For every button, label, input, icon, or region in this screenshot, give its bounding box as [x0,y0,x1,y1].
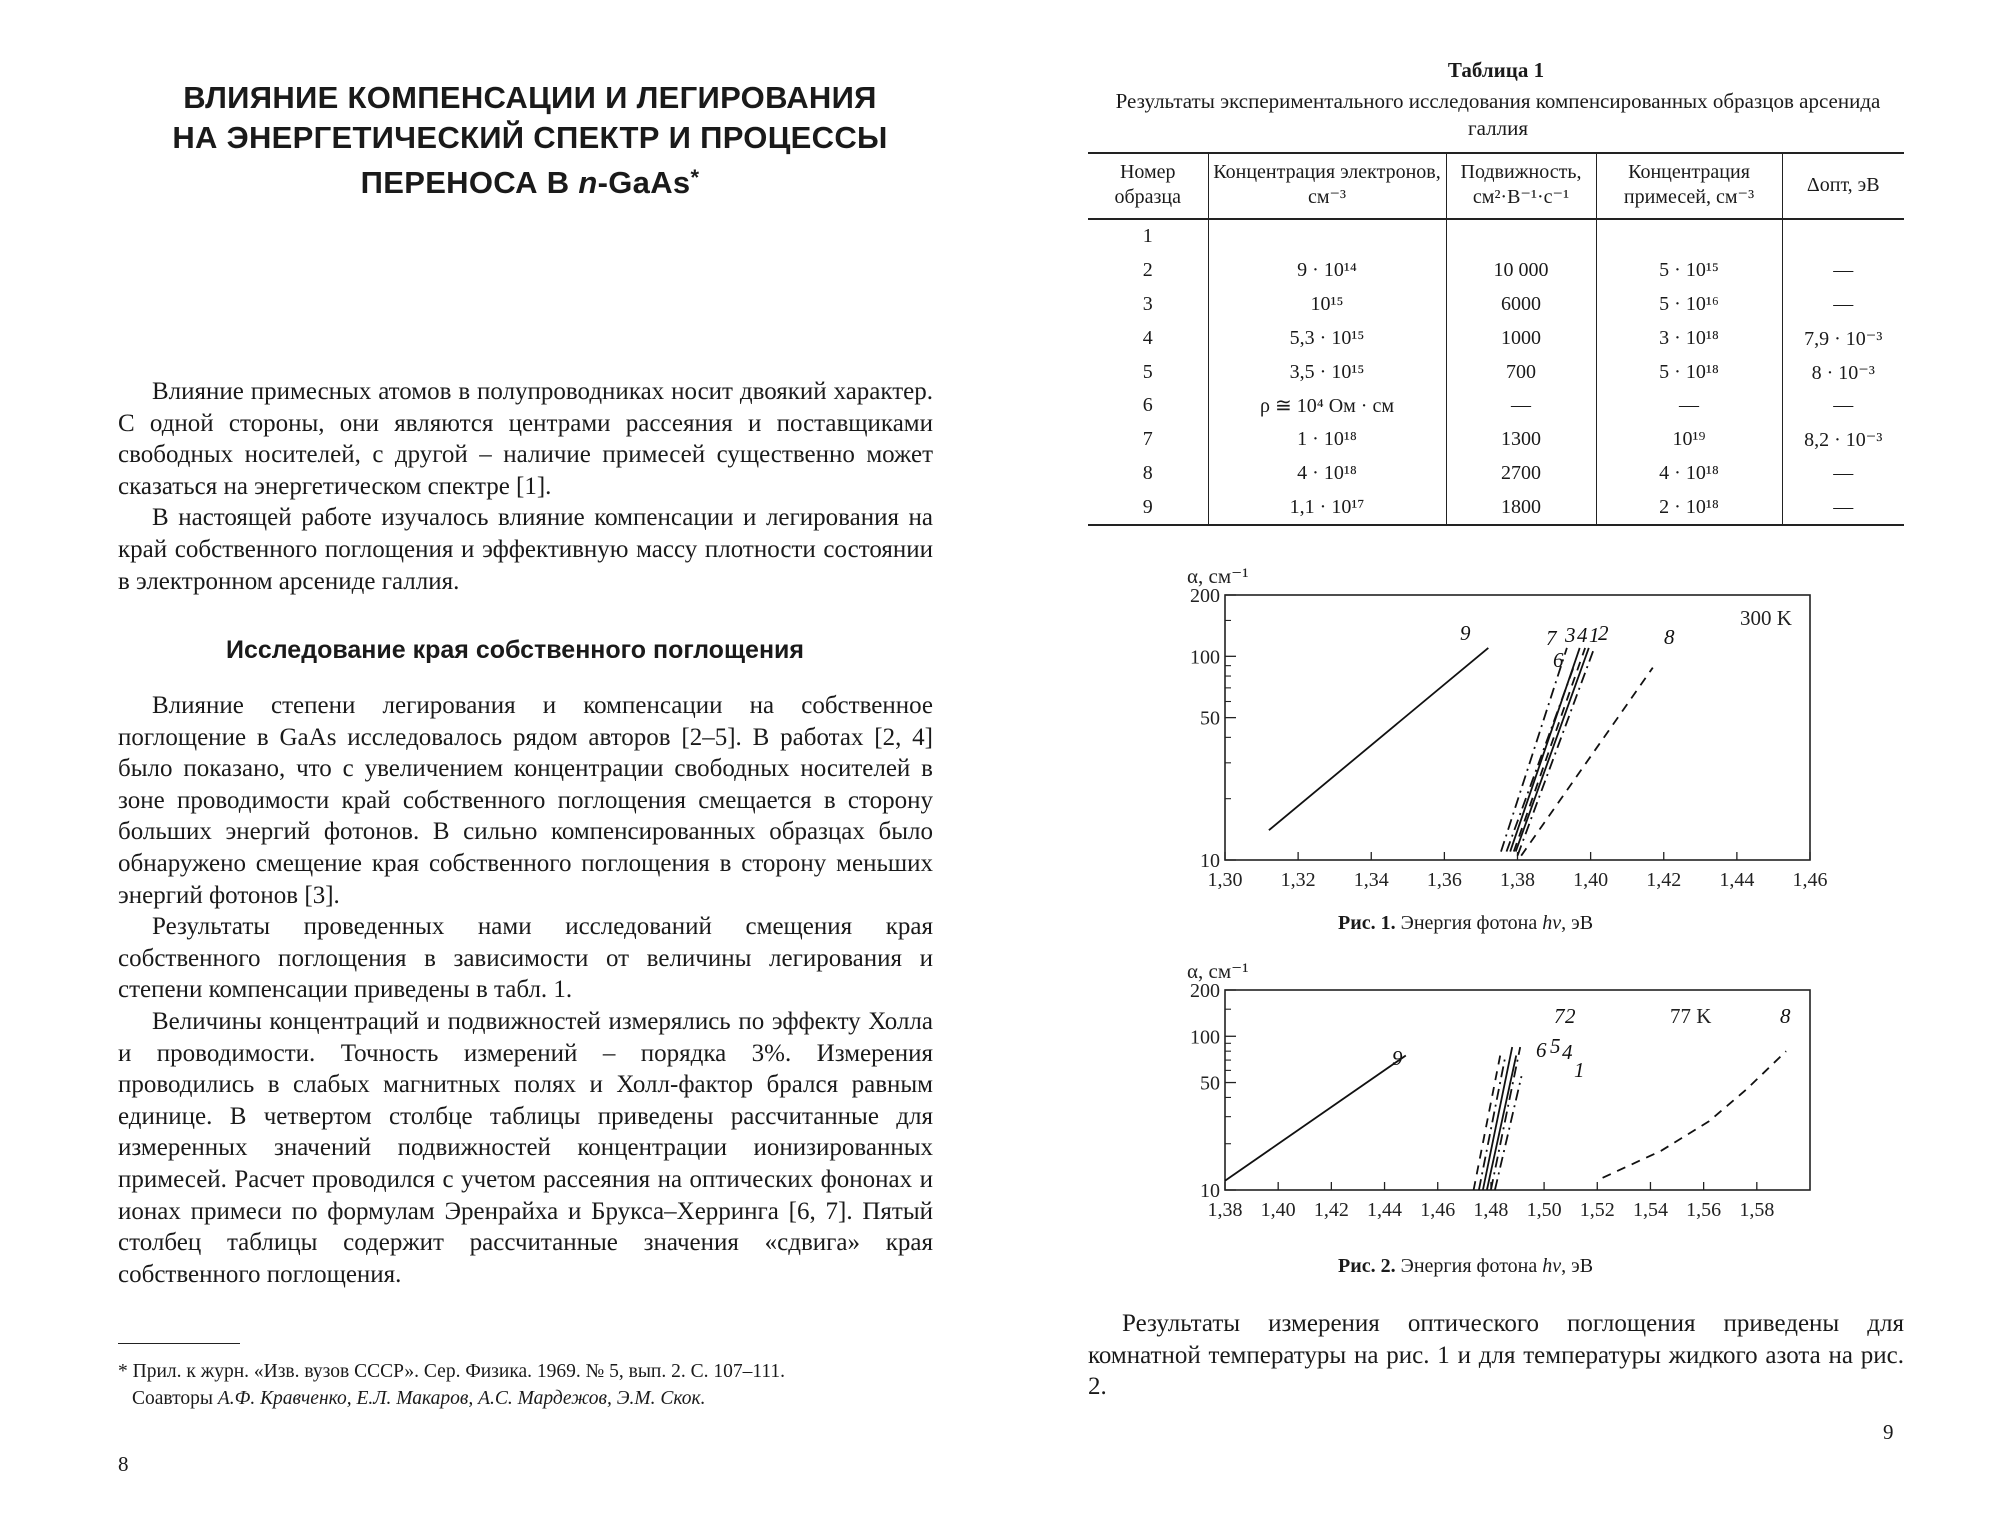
table-cell: 1000 [1446,321,1596,355]
x-tick-label: 1,44 [1367,1199,1403,1221]
series-label-2: 2 [1565,1004,1576,1028]
title-line-3 [150,158,910,203]
title-line-3-suffix: -GaAs [597,165,691,200]
table-row [1088,254,1904,288]
table-cell: 1300 [1446,423,1596,457]
x-tick-label: 1,32 [1280,869,1316,891]
table-header: Подвижность, см²·В⁻¹·с⁻¹ [1446,153,1596,219]
section-paragraph: Результаты проведенных нами исследований смещения края собственного поглощения в зависимости от величины легирования и степени компенсации приведены в табл. 1. [118,913,933,1004]
series-line-9 [1269,648,1488,830]
title-line-2: НА ЭНЕРГЕТИЧЕСКИЙ СПЕКТР И ПРОЦЕССЫ [172,120,888,155]
figure-1-caption-text: Энергия фотона [1395,912,1543,934]
table-cell: 8,2 · 10⁻³ [1782,423,1904,457]
section-text [118,690,933,1290]
x-tick-label: 1,40 [1573,869,1609,891]
closing-text [1088,1308,1904,1403]
series-line-8 [1603,1051,1787,1178]
table-cell: 10 000 [1446,254,1596,288]
table-cell: 5 · 10¹⁶ [1596,288,1782,322]
y-tick-label: 50 [1200,1072,1220,1095]
intro-text [118,376,933,597]
table-cell: 10¹⁵ [1208,288,1446,322]
results-table [1088,152,1904,526]
table-cell: — [1782,389,1904,423]
x-tick-label: 1,36 [1426,869,1462,891]
footnote-authors: А.Ф. Кравченко, Е.Л. Макаров, А.С. Мардежов, Э.М. Скок. [217,1388,706,1409]
x-tick-label: 1,46 [1792,869,1828,891]
table-cell: — [1782,288,1904,322]
y-tick-label: 10 [1200,850,1220,872]
table-cell: 5 [1142,360,1153,383]
table-cell: 2 [1142,259,1153,282]
figure-2-caption [1338,1255,1593,1278]
table-cell: — [1782,254,1904,288]
page-number-left: 8 [118,1452,129,1476]
table-cell: 5 · 10¹⁸ [1596,355,1782,389]
series-label-7: 7 [1546,626,1557,650]
table-cell: 8 · 10⁻³ [1782,355,1904,389]
table-cell: 6 [1142,394,1153,417]
table-cell [1596,219,1782,254]
series-line-4 [1514,648,1585,852]
table-cell: 10¹⁹ [1596,423,1782,457]
y-axis-label: α, см⁻¹ [1187,564,1249,588]
footnote-prefix: Соавторы [132,1388,218,1409]
table-cell: 700 [1446,355,1596,389]
section-paragraph: Величины концентраций и подвижностей измерялись по эффекту Холла и проводимости. Точность измерений – порядка 3%. Измерения проводились в слабых магнитных полях и Холл-фактор брался равным единице. В четвертом столбце таблицы приведены рассчитанные для измеренных значений подвижностей концентрации ионизированных примесей. Расчет проводился с учетом рассеяния на оптических фононах и ионах примеси по формулам Эренрайха и Брукса–Херринга [6, 7]. Пятый столбец таблицы содержит рассчитанные значения «сдвига» края собственного поглощения. [118,1007,933,1288]
y-tick-label: 50 [1200,707,1220,730]
x-tick-label: 1,58 [1739,1199,1775,1221]
series-line-2 [1491,1047,1520,1190]
x-tick-label: 1,42 [1313,1199,1349,1221]
table-cell: 3 [1142,292,1153,315]
series-label-8: 8 [1780,1004,1791,1028]
table-cell: — [1446,389,1596,423]
y-tick-label: 10 [1200,1180,1220,1202]
series-label-2: 2 [1598,621,1609,645]
figure-1-caption-label: Рис. 1. [1338,912,1396,934]
series-label-4: 4 [1562,1040,1573,1064]
series-label-1: 1 [1589,623,1600,647]
table-cell: 9 [1088,490,1208,525]
table-cell: 7,9 · 10⁻³ [1782,321,1904,355]
section-heading: Исследование края собственного поглощения [225,636,805,664]
table-cell: 6000 [1446,288,1596,322]
table-cell: 1800 [1446,490,1596,525]
table-row [1088,457,1904,491]
y-tick-label: 100 [1190,646,1220,669]
table-cell: 8 [1142,461,1153,484]
title-line-3-italic: n [578,165,598,200]
article-title [150,78,910,203]
table-cell: ρ ≅ 10⁴ Ом · см [1208,389,1446,423]
title-line-3-prefix: ПЕРЕНОСА В [360,165,579,200]
table-cell: — [1596,389,1782,423]
series-label-9: 9 [1460,621,1471,645]
series-label-5: 5 [1550,1034,1561,1058]
table-cell: 4 · 10¹⁸ [1596,457,1782,491]
series-line-1 [1516,648,1589,852]
footnote-line-1: * Прил. к журн. «Изв. вузов СССР». Сер. Физика. 1969. № 5, вып. 2. С. 107–111. [118,1361,786,1382]
table-cell: 9 · 10¹⁴ [1208,254,1446,288]
table-cell: 2 · 10¹⁸ [1596,490,1782,525]
x-tick-label: 1,44 [1719,869,1755,891]
table-row [1088,355,1904,389]
figure-1-caption-hv: hν [1542,912,1562,934]
x-tick-label: 1,50 [1526,1199,1562,1221]
table-cell: 1,1 · 10¹⁷ [1208,490,1446,525]
series-label-4: 4 [1577,623,1588,647]
intro-paragraph: В настоящей работе изучалось влияние компенсации и легирования на край собственного поглощения и эффективную массу плотности состоянии в электронном арсениде галлия. [118,504,933,595]
x-tick-label: 1,46 [1420,1199,1456,1221]
y-tick-label: 200 [1190,980,1220,1002]
figure-1-caption [1338,912,1593,935]
table-cell: 1 · 10¹⁸ [1208,423,1446,457]
series-line-7 [1501,648,1567,852]
table-cell [1782,219,1904,254]
footnote [118,1358,938,1412]
series-label-6: 6 [1553,648,1564,672]
x-tick-label: 1,38 [1207,1199,1243,1221]
table-header: Номер образца [1088,153,1208,219]
table-cell: 2700 [1446,457,1596,491]
table-row [1088,423,1904,457]
table-cell: — [1782,457,1904,491]
figure-2-caption-text: Энергия фотона [1395,1255,1543,1277]
y-tick-label: 200 [1190,585,1220,607]
series-line-9 [1225,1056,1406,1181]
table-cell: 4 [1142,326,1153,349]
table-cell: 7 [1142,428,1153,451]
intro-paragraph: Влияние примесных атомов в полупроводниках носит двоякий характер. С одной стороны, они являются центрами рассеяния и поставщиками свободных носителей, с другой – наличие примесей существенно может сказаться на энергетическом спектре [1]. [118,378,933,500]
closing-paragraph: Результаты измерения оптического поглощения приведены для комнатной температуры на рис. 1 и для температуры жидкого азота на рис. 2. [1088,1310,1904,1401]
temperature-annotation: 300 K [1740,606,1792,630]
table-row [1088,288,1904,322]
table-cell: — [1782,490,1904,525]
table-cell: 3,5 · 10¹⁵ [1208,355,1446,389]
title-line-1: ВЛИЯНИЕ КОМПЕНСАЦИИ И ЛЕГИРОВАНИЯ [183,80,877,115]
x-tick-label: 1,38 [1500,869,1535,891]
x-tick-label: 1,56 [1686,1199,1722,1221]
x-tick-label: 1,30 [1207,869,1243,891]
figure-2-chart [1170,955,1860,1245]
table-row [1088,389,1904,423]
series-label-1: 1 [1574,1058,1585,1082]
series-label-6: 6 [1536,1038,1547,1062]
table-cell [1446,219,1596,254]
table-cell: 5,3 · 10¹⁵ [1208,321,1446,355]
x-tick-label: 1,48 [1473,1199,1509,1221]
table-header-row [1088,153,1904,219]
table-row [1088,490,1904,525]
table-header: Концентрация электронов, см⁻³ [1208,153,1446,219]
table-row [1088,219,1904,254]
series-label-8: 8 [1664,625,1675,649]
table-header: Концентрация примесей, см⁻³ [1596,153,1782,219]
x-tick-label: 1,54 [1632,1199,1668,1221]
y-axis-label: α, см⁻¹ [1187,959,1249,983]
table-header: Δопт, эВ [1782,153,1904,219]
table-row [1088,321,1904,355]
figure-1-chart [1170,560,1860,900]
series-line-3 [1510,648,1580,852]
series-label-3: 3 [1565,623,1576,647]
section-paragraph: Влияние степени легирования и компенсации на собственное поглощение в GaAs исследовалось рядом авторов [2–5]. В работах [2, 4] было показано, что с увеличением концентрации свободных носителей в зоне проводимости край собственного поглощения смещается в сторону больших энергий фотонов. В сильно компенсированных образцах было обнаружено смещение края собственного поглощения в сторону меньших энергий фотонов [3]. [118,692,933,909]
page-number-right: 9 [1883,1420,1894,1444]
table-caption: Результаты экспериментального исследования компенсированных образцов арсенида галлия [1115,89,1881,140]
table-cell: 3 · 10¹⁸ [1596,321,1782,355]
temperature-annotation: 77 K [1670,1004,1712,1028]
table-cell: 1 [1142,225,1153,248]
y-tick-label: 100 [1190,1026,1220,1049]
table-cell: 4 · 10¹⁸ [1208,457,1446,491]
x-tick-label: 1,42 [1646,869,1682,891]
x-tick-label: 1,34 [1353,869,1389,891]
footnote-line-2 [118,1385,938,1412]
footnote-rule [118,1343,240,1344]
table-label: Таблица 1 [1447,58,1545,82]
figure-2-caption-hv: hν [1542,1255,1562,1277]
series-line-2 [1518,648,1595,856]
x-tick-label: 1,40 [1260,1199,1296,1221]
figure-1-caption-unit: , эВ [1561,912,1594,934]
figure-2-caption-label: Рис. 2. [1338,1255,1396,1277]
table-cell [1208,219,1446,254]
series-label-7: 7 [1554,1004,1565,1028]
figure-2-caption-unit: , эВ [1561,1255,1594,1277]
series-label-9: 9 [1392,1046,1403,1070]
x-tick-label: 1,52 [1579,1199,1615,1221]
title-asterisk: * [690,165,700,190]
table-cell: 5 · 10¹⁵ [1596,254,1782,288]
